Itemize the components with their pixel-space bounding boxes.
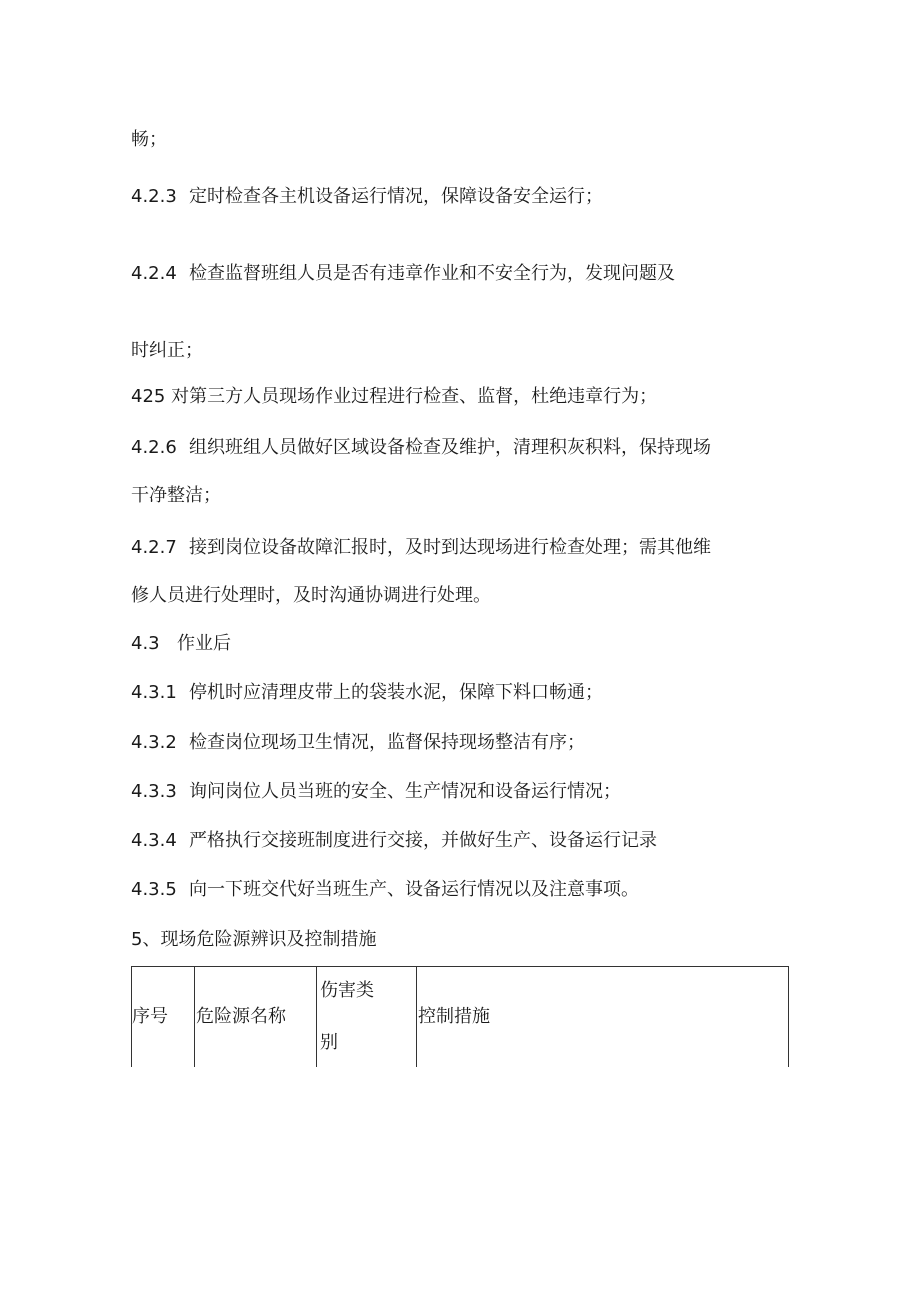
line-text: 接到岗位设备故障汇报时，及时到达现场进行检查处理；需其他维 — [189, 537, 711, 558]
section-number: 4.2.3 — [131, 186, 177, 207]
line-text: 停机时应清理皮带上的袋装水泥，保障下料口畅通； — [189, 682, 603, 703]
section-number: 4.3.4 — [131, 830, 177, 851]
section-number: 4.3.2 — [131, 732, 177, 753]
line-text: 425 对第三方人员现场作业过程进行检查、监督，杜绝违章行为； — [131, 386, 658, 407]
table-divider — [416, 967, 417, 1067]
table-header-control-measures: 控制措施 — [418, 1006, 490, 1027]
section-heading — [131, 928, 376, 952]
section-number: 4.2.7 — [131, 537, 177, 558]
line-text: 定时检查各主机设备运行情况，保障设备安全运行； — [189, 186, 603, 207]
table-header-harm-type-cont: 别 — [320, 1032, 338, 1053]
line-text: 检查监督班组人员是否有违章作业和不安全行为，发现问题及 — [189, 263, 675, 284]
line-text: 修人员进行处理时，及时沟通协调进行处理。 — [131, 585, 491, 606]
doc-line-14 — [131, 829, 657, 853]
doc-line-8 — [131, 536, 711, 560]
section-number: 4.3.3 — [131, 781, 177, 802]
table-header-harm-type: 伤害类 — [320, 980, 374, 1001]
doc-line-7 — [131, 484, 221, 508]
table-header-index: 序号 — [132, 1006, 168, 1027]
doc-line-13 — [131, 780, 621, 804]
table-border-right — [788, 967, 789, 1067]
doc-line-12 — [131, 731, 585, 755]
line-text: 严格执行交接班制度进行交接，并做好生产、设备运行记录 — [189, 830, 657, 851]
doc-line-4 — [131, 339, 203, 363]
section-number: 4.3.5 — [131, 879, 177, 900]
line-text: 组织班组人员做好区域设备检查及维护，清理积灰积料，保持现场 — [189, 437, 711, 458]
line-text: 询问岗位人员当班的安全、生产情况和设备运行情况； — [189, 781, 621, 802]
doc-line-15 — [131, 878, 639, 902]
doc-line-2 — [131, 185, 603, 209]
line-text: 作业后 — [177, 633, 231, 654]
section-number: 4.2.4 — [131, 263, 177, 284]
section-number: 4.3 — [131, 633, 160, 654]
doc-line-1 — [131, 128, 167, 152]
section-number: 4.2.6 — [131, 437, 177, 458]
doc-line-11 — [131, 681, 603, 705]
hazard-table — [131, 966, 789, 1067]
line-text: 检查岗位现场卫生情况，监督保持现场整洁有序； — [189, 732, 585, 753]
doc-line-9 — [131, 584, 491, 608]
doc-line-5 — [131, 385, 657, 409]
table-divider — [194, 967, 195, 1067]
line-text: 向一下班交代好当班生产、设备运行情况以及注意事项。 — [189, 879, 639, 900]
line-text: 畅； — [131, 129, 167, 150]
line-text: 时纠正； — [131, 340, 203, 361]
table-divider — [316, 967, 317, 1067]
table-header-hazard-name: 危险源名称 — [196, 1006, 286, 1027]
doc-line-3 — [131, 262, 675, 286]
line-text: 干净整洁； — [131, 485, 221, 506]
doc-line-6 — [131, 436, 711, 460]
section-number: 4.3.1 — [131, 682, 177, 703]
line-text: 5、现场危险源辨识及控制措施 — [131, 929, 377, 950]
doc-line-10 — [131, 632, 231, 656]
